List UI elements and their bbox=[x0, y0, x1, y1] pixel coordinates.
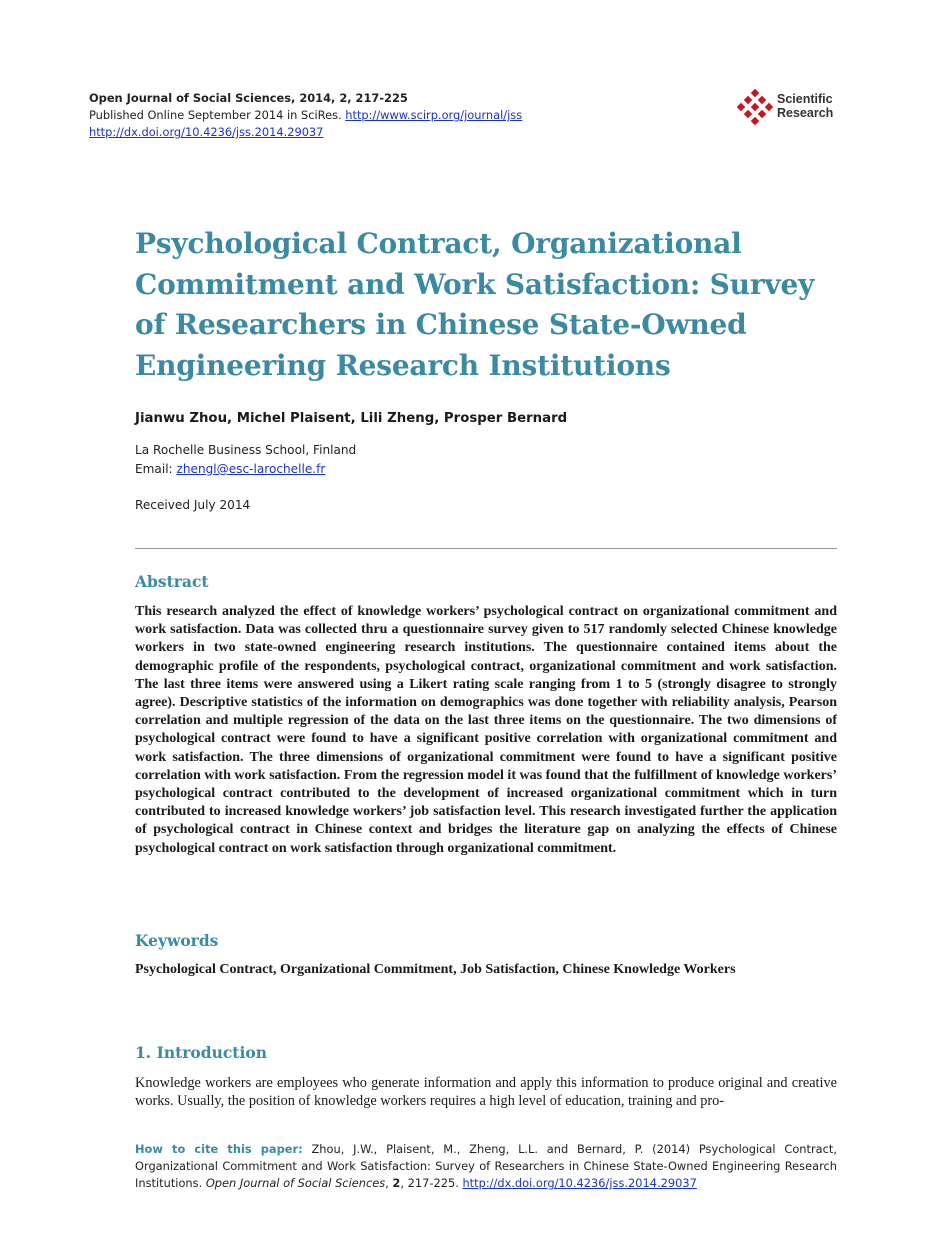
section-divider bbox=[135, 548, 837, 549]
citation-doi-link[interactable]: http://dx.doi.org/10.4236/jss.2014.29037 bbox=[462, 1176, 697, 1190]
published-text: Published Online September 2014 in SciRes. bbox=[89, 108, 346, 122]
doi-link[interactable]: http://dx.doi.org/10.4236/jss.2014.29037 bbox=[89, 125, 324, 139]
citation-journal: Open Journal of Social Sciences bbox=[205, 1176, 386, 1190]
citation-text: Zhou, J.W., Plaisent, M., Zheng, L.L. and Bernard, P. (2014) Psychological Contract, Organizational Commitment and Work Satisfaction: Survey of Researchers in Chinese State-Owned Engineering Research Institutions. bbox=[135, 1142, 837, 1190]
citation-volume: 2 bbox=[392, 1176, 401, 1190]
scientific-research-logo bbox=[737, 89, 847, 129]
affiliation: La Rochelle Business School, Finland bbox=[135, 443, 357, 457]
journal-url-link[interactable]: http://www.scirp.org/journal/jss bbox=[345, 108, 523, 122]
email-label: Email: bbox=[135, 462, 177, 476]
paper-title: Psychological Contract, Organizational Commitment and Work Satisfaction: Survey of Researchers in Chinese State-Owned Engineering Research Institutions bbox=[135, 227, 815, 382]
keywords-text: Psychological Contract, Organizational Commitment, Job Satisfaction, Chinese Knowledge Workers bbox=[135, 962, 736, 977]
journal-header bbox=[89, 90, 649, 141]
abstract-heading: Abstract bbox=[135, 572, 209, 591]
citation-block bbox=[135, 1141, 837, 1192]
citation-volume-sep: , bbox=[385, 1176, 393, 1190]
affiliation-block bbox=[135, 441, 835, 479]
email-link[interactable]: zhengl@esc-larochelle.fr bbox=[176, 462, 326, 476]
diamond-cluster-icon bbox=[737, 89, 775, 129]
received-date: Received July 2014 bbox=[135, 498, 251, 512]
logo-line-1: Scientific bbox=[777, 92, 833, 106]
keywords-heading: Keywords bbox=[135, 931, 219, 950]
introduction-heading: 1. Introduction bbox=[135, 1043, 267, 1062]
citation-pages: , 217-225. bbox=[400, 1176, 463, 1190]
logo-line-2: Research bbox=[777, 106, 834, 120]
journal-published-line bbox=[89, 107, 649, 124]
journal-citation-line: Open Journal of Social Sciences, 2014, 2, 217-225 bbox=[89, 91, 408, 105]
author-list: Jianwu Zhou, Michel Plaisent, Lili Zheng, Prosper Bernard bbox=[135, 411, 568, 426]
introduction-text: Knowledge workers are employees who generate information and apply this information to produce original and creative works. Usually, the position of knowledge workers requires a high level of education, training and pro- bbox=[135, 1075, 837, 1109]
citation-label: How to cite this paper: bbox=[135, 1142, 303, 1156]
email-line bbox=[135, 460, 835, 479]
abstract-text: This research analyzed the effect of knowledge workers’ psychological contract on organizational commitment and work satisfaction. Data was collected thru a questionnaire survey given to 517 randomly selected Chinese knowledge workers in two state-owned engineering research institutions. The questionnaire contained items about the demographic profile of the respondents, psychological contract, organizational commitment and work satisfaction. The last three items were answered using a Likert rating scale ranging from 1 to 5 (strongly disagree to strongly agree). Descriptive statistics of the information on demographics was done together with reliability analysis, Pearson correlation and multiple regression of the data on the last three items on the questionnaire. The two dimensions of psychological contract were found to have a significant positive correlation with organizational commitment and work satisfaction. The three dimensions of organizational commitment were found to have a significant positive correlation with work satisfaction. From the regression model it was found that the fulfillment of knowledge workers’ psychological contract contributed to the development of increased organizational commitment which in turn contributed to increased knowledge workers’ job satisfaction level. This research investigated further the application of psychological contract in Chinese context and bridges the literature gap on analyzing the effects of Chinese psychological contract on work satisfaction through organizational commitment. bbox=[135, 604, 837, 856]
logo-text bbox=[777, 92, 847, 120]
